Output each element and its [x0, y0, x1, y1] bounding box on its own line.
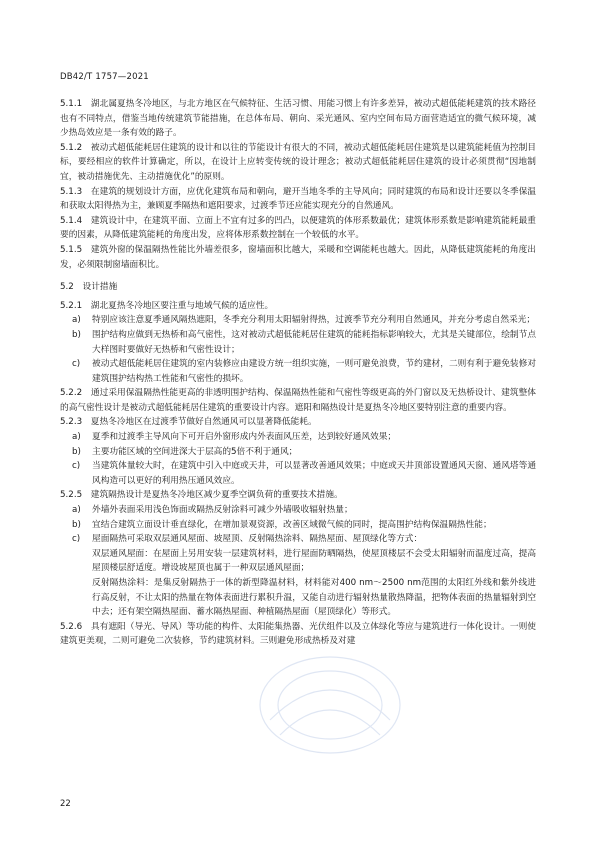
list-item	[60, 503, 536, 518]
list-marker: c)	[72, 534, 81, 545]
list-item	[60, 518, 536, 533]
list-text: 夏季和过渡季主导风向下可开启外窗形成内外表面风压差，达到较好通风效果；	[92, 432, 397, 443]
page-content	[60, 97, 536, 649]
list-marker: b)	[72, 446, 81, 457]
list-item	[60, 532, 536, 547]
list-marker: a)	[72, 505, 81, 516]
list-text: 围护结构应做到无热桥和高气密性，这对被动式超低能耗居住建筑的能耗指标影响较大，尤其是关键部位，绘制节点大样图时要做好无热桥和气密性设计；	[92, 329, 536, 355]
clause-5-1-1: 5.1.1 湖北属夏热冬冷地区，与北方地区在气候特征、生活习惯、用能习惯上有许多差异，被动式超低能耗建筑的技术路径也有不同特点，借鉴当地传统建筑节能措施，在总体布局、朝向、采光通风、室内空间布局方面营造适宜的微气候环境，减少热岛效应是一条有效的路子。	[60, 99, 536, 139]
watermark-icon	[250, 640, 410, 770]
clause-5-2-6: 5.2.6 具有遮阳（导光、导风）等功能的构件、太阳能集热器、光伏组件以及立体绿化等应与建筑进行一体化设计。一则使建筑更美观，二则可避免二次装修，节约建筑材料。三则避免形成热桥及对建	[60, 621, 536, 647]
list-marker: b)	[72, 519, 81, 530]
list-item	[60, 357, 536, 386]
clause-5-1-5: 5.1.5 建筑外窗的保温隔热性能比外墙差很多，窗墙面积比越大，采暖和空调能耗也越大。因此，从降低建筑能耗的角度出发，必须限制窗墙面积比。	[60, 244, 536, 270]
list-text: 被动式超低能耗居住建筑的室内装修应由建设方统一组织实施，一则可避免浪费，节约建材，二则有利于避免装修对建筑围护结构热工性能和气密性的损坏。	[92, 359, 536, 384]
page-number: 22	[60, 799, 71, 809]
list-marker: a)	[72, 315, 81, 326]
section-5-2-heading: 5.2 设计措施	[60, 282, 118, 293]
clause-5-2-5: 5.2.5 建筑隔热设计是夏热冬冷地区减少夏季空调负荷的重要技术措施。	[60, 490, 343, 501]
list-item	[60, 459, 536, 488]
clause-5-1-4: 5.1.4 建筑设计中，在建筑平面、立面上不宜有过多的凹凸，以便建筑的体形系数最优；建筑体形系数是影响建筑能耗最重要的因素，从降低建筑能耗的角度出发，应将体形系数控制在一个较低的水平。	[60, 215, 536, 241]
list-text: 屋面隔热可采取双层通风屋面、坡屋顶、反射隔热涂料、隔热屋面、屋顶绿化等方式：	[92, 534, 423, 545]
list-text: 外墙外表面采用浅色饰面或隔热反射涂料可减少外墙吸收辐射热量；	[92, 505, 353, 516]
list-item	[60, 430, 536, 445]
list-marker: b)	[72, 329, 81, 340]
clause-5-2-2: 5.2.2 通过采用保温隔热性能更高的非透明围护结构、保温隔热性能和气密性等级更高的外门窗以及无热桥设计、建筑整体的高气密性设计是被动式超低能耗居住建筑的重要设计内容。遮阳和隔热设计是夏热冬冷地区要特别注意的重要内容。	[60, 388, 536, 413]
list-text: 特别应该注意夏季通风隔热遮阳，冬季充分利用太阳辐射得热，过渡季节充分利用自然通风，并充分考虑自然采光；	[92, 315, 536, 326]
list-item	[60, 313, 536, 328]
roof-method-reflective: 反射隔热涂料：是集反射隔热于一体的新型降温材料，材料能对400 nm～2500 nm范围的太阳红外线和紫外线进行高反射，不让太阳的热量在物体表面进行累积升温，又能自动进行辐射热量散热降温，把物体表面的热量辐射到空中去；还有架空隔热屋面、蓄水隔热屋面、种植隔热屋面（屋顶绿化）等形式。	[92, 578, 536, 618]
clause-5-2-3: 5.2.3 夏热冬冷地区在过渡季节做好自然通风可以显著降低能耗。	[60, 417, 317, 428]
clause-5-1-3: 5.1.3 在建筑的规划设计方面，应优化建筑布局和朝向，避开当地冬季的主导风向；同时建筑的布局和设计还要以冬季保温和获取太阳得热为主，兼顾夏季隔热和遮阳要求，过渡季节还应能实现充分的自然通风。	[60, 186, 536, 212]
clause-5-2-1: 5.2.1 湖北夏热冬冷地区要注重与地域气候的适应性。	[60, 300, 274, 311]
list-text: 宜结合建筑立面设计垂直绿化，在增加景观资源，改善区域微气候的同时，提高围护结构保温隔热性能；	[92, 519, 492, 530]
list-marker: a)	[72, 432, 81, 443]
standard-code: DB42/T 1757—2021	[60, 72, 149, 82]
list-item	[60, 328, 536, 357]
list-marker: c)	[72, 461, 81, 472]
list-text: 主要功能区域的空间进深大于层高的5倍不利于通风；	[92, 446, 298, 457]
roof-method-ventilated: 双层通风屋面：在屋面上另用安装一层建筑材料，进行屋面防晒隔热，使屋顶楼层不会受太阳辐射而温度过高，提高屋顶楼层舒适度。增设坡屋顶也属于一种双层通风屋面；	[92, 548, 536, 574]
list-text: 当建筑体量较大时，在建筑中引入中庭或天井，可以显著改善通风效果；中庭或天井顶部设置通风天窗、通风塔等通风构造可以更好的利用热压通风效应。	[92, 461, 536, 486]
list-marker: c)	[72, 359, 81, 370]
list-item	[60, 445, 536, 460]
clause-5-1-2: 5.1.2 被动式超低能耗居住建筑的设计和以往的节能设计有很大的不同，被动式超低能耗居住建筑是以建筑能耗值为控制目标，要经相应的软件计算确定，所以，在设计上应转变传统的设计理念；被动式超低能耗居住建筑的设计必须贯彻“因地制宜，被动措施优先、主动措施优化”的原则。	[60, 142, 536, 182]
